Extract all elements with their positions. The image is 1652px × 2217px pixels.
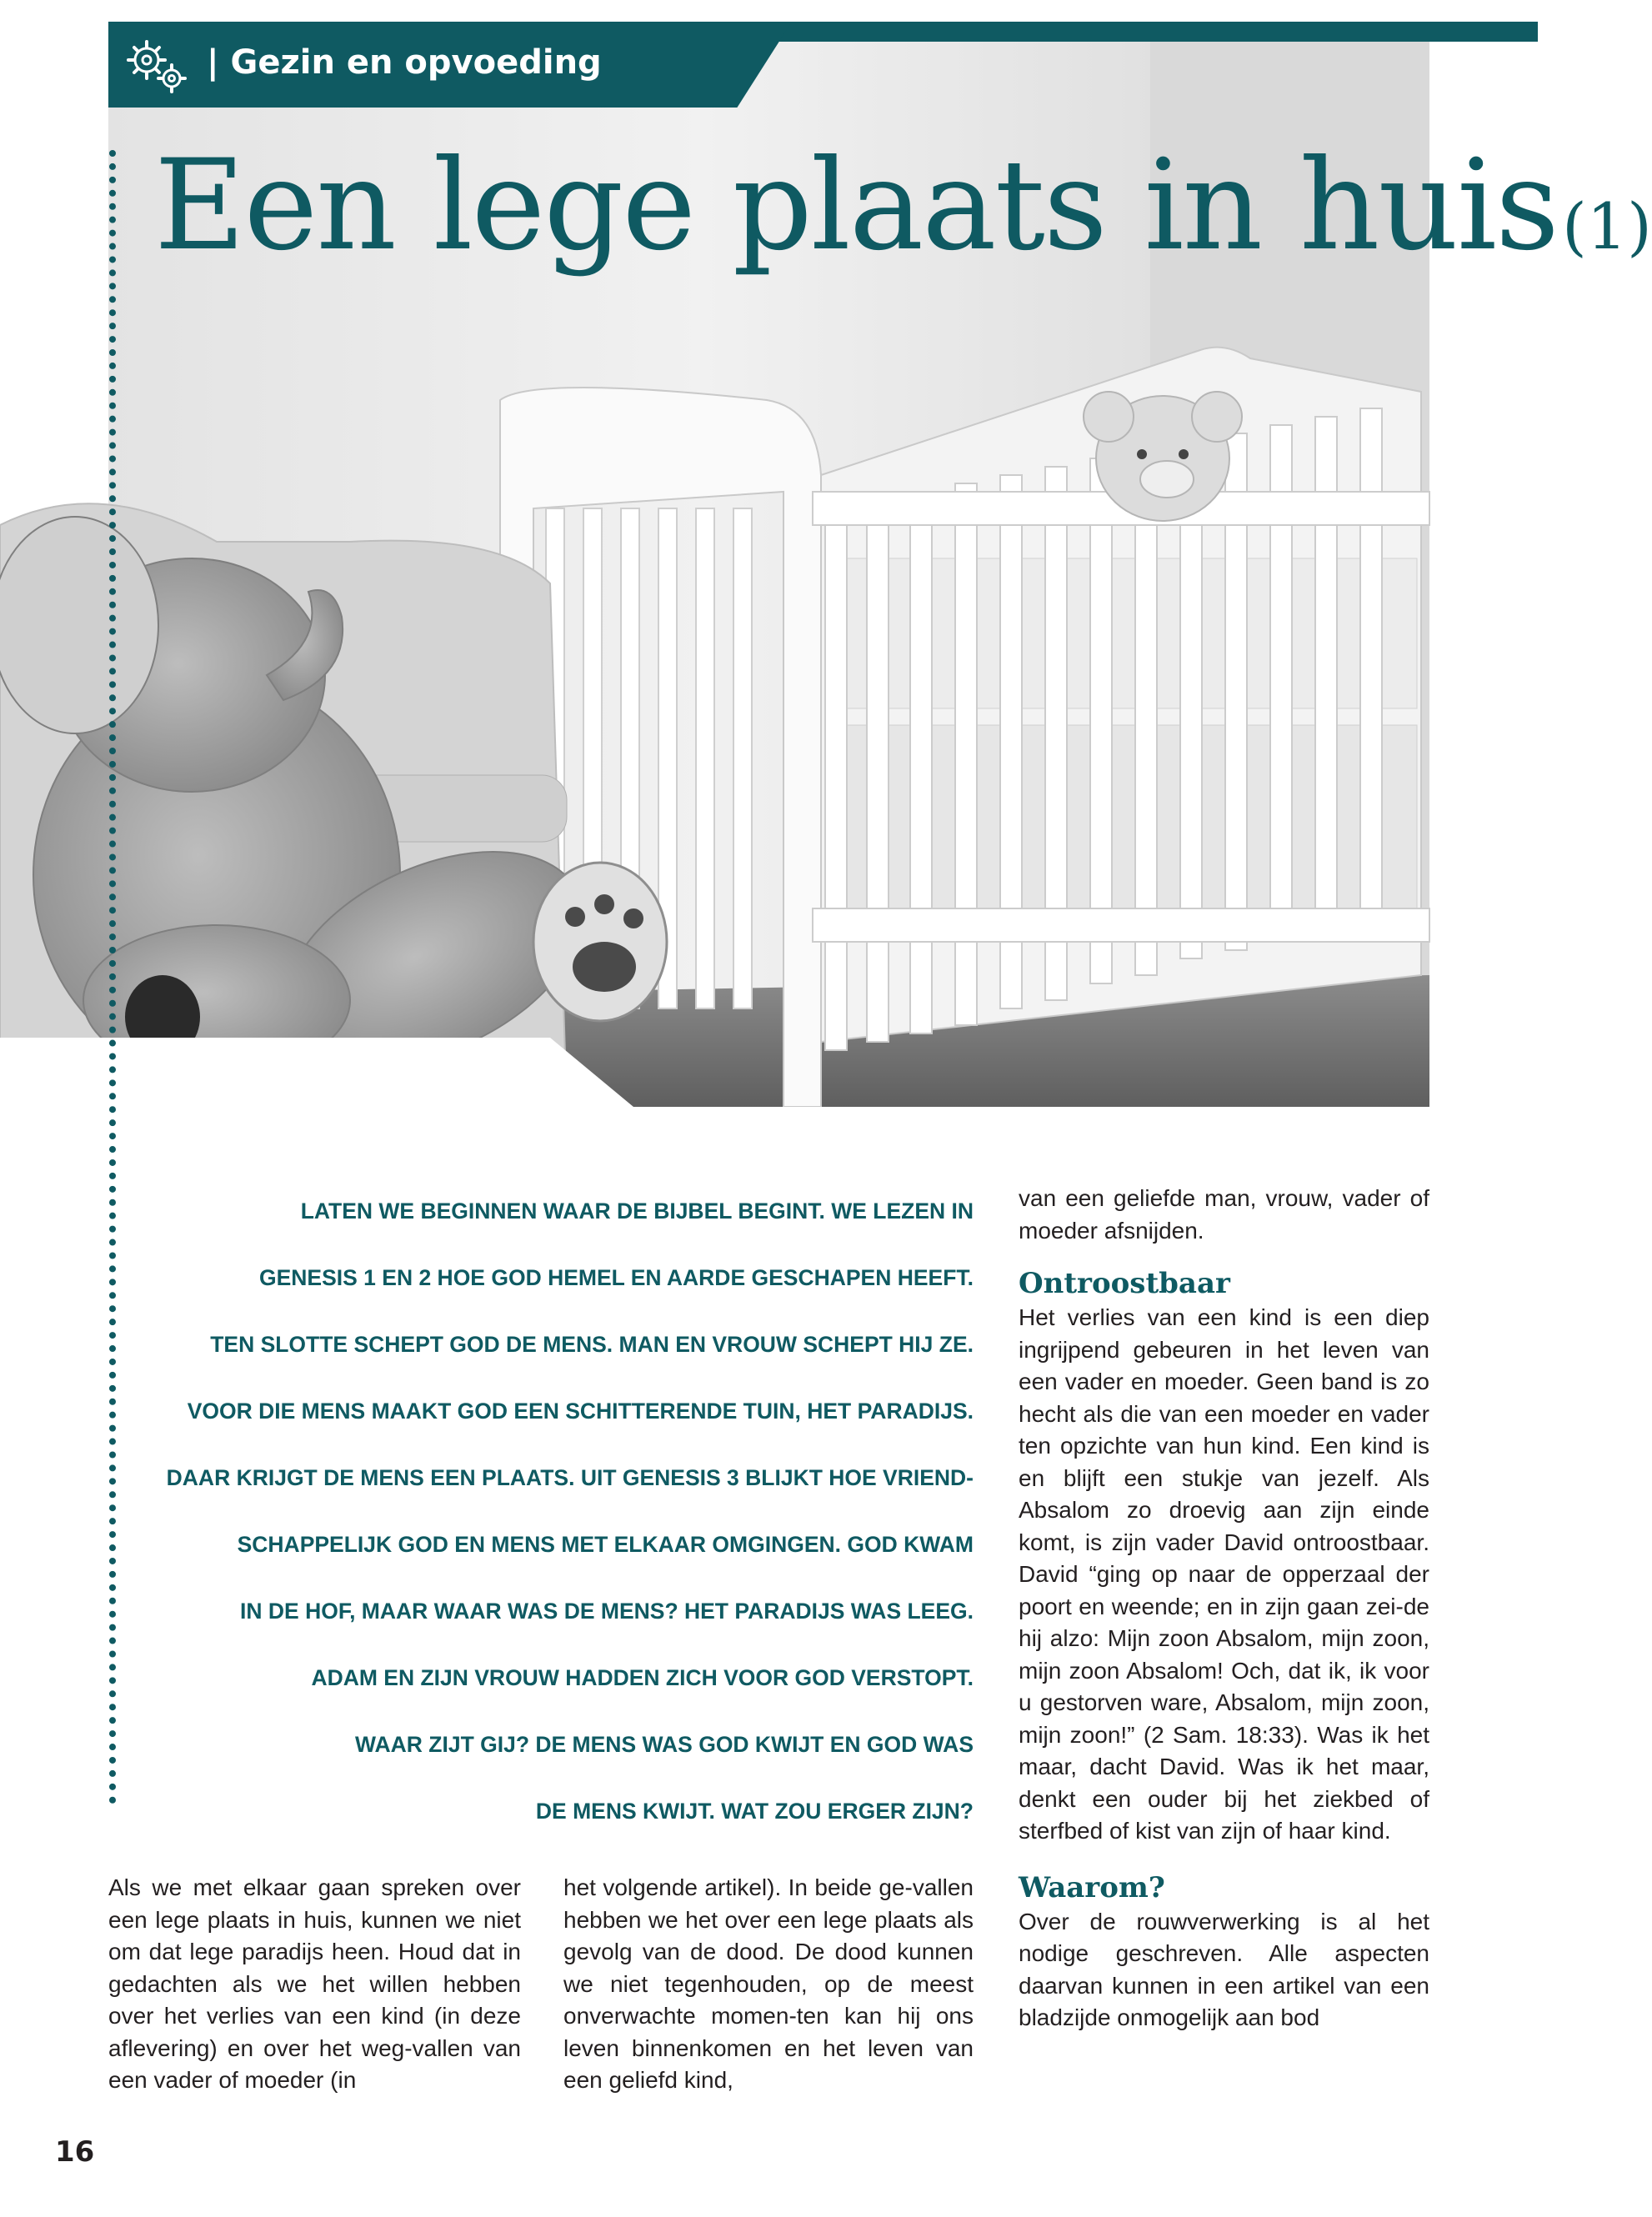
body-column-3 [1019,1183,1429,2034]
intro-text [142,1178,974,1844]
body-column-2 [563,1872,974,2097]
subheading-ontroostbaar: Ontroostbaar [1019,1267,1230,1300]
intro-line: LATEN WE BEGINNEN WAAR DE BIJBEL BEGINT. WE LEZEN IN [300,1199,974,1224]
intro-line: SCHAPPELIJK GOD EN MENS MET ELKAAR OMGINGEN. GOD KWAM [237,1532,974,1557]
intro-line: WAAR ZIJT GIJ? DE MENS WAS GOD KWIJT EN GOD WAS [354,1732,974,1757]
paragraph: Het verlies van een kind is een diep ingrijpend gebeuren in het leven van een vader en moeder. Geen band is zo hecht als die van een moeder en vader ten opzichte van hun kind. Een kind is en blijft een stukje van jezelf. Als Absalom zo droevig aan zijn einde komt, is zijn vader David ontroostbaar. David “ging op naar de opperzaal der poort en weende; en in zijn gaan zei-de hij alzo: Mijn zoon Absalom, mijn zoon, mijn zoon Absalom! Och, dat ik, ik voor u gestorven ware, Absalom, mijn zoon, mijn zoon!” (2 Sam. 18:33). Was ik het maar, dacht David. Was ik het maar, denkt een ouder bij het ziekbed of sterfbed of kist van zijn of haar kind. [1019,1304,1429,1844]
intro-line: TEN SLOTTE SCHEPT GOD DE MENS. MAN EN VROUW SCHEPT HIJ ZE. [210,1332,974,1357]
intro-line: IN DE HOF, MAAR WAAR WAS DE MENS? HET PARADIJS WAS LEEG. [240,1599,974,1624]
photo-edge [0,1025,1429,1117]
subheading-waarom: Waarom? [1019,1870,1165,1904]
paragraph: van een geliefde man, vrouw, vader of moeder afsnijden. [1019,1185,1429,1244]
intro-line: DE MENS KWIJT. WAT ZOU ERGER ZIJN? [535,1799,974,1824]
gears-icon [123,37,190,97]
article-title [154,133,1652,278]
intro-line: DAAR KRIJGT DE MENS EEN PLAATS. UIT GENESIS 3 BLIJKT HOE VRIEND- [166,1465,974,1490]
body-column-1 [108,1872,521,2097]
paragraph: het volgende artikel). In beide ge-vallen hebben we het over een lege plaats als gevolg van de dood. De dood kunnen we niet tegenhouden, op de meest onverwachte momen-ten kan hij ons leven binnenkomen en het leven van een geliefd kind, [563,1874,974,2093]
section-label: | Gezin en opvoeding [207,43,602,82]
title-part: (1) [1562,189,1652,263]
intro-line: VOOR DIE MENS MAAKT GOD EEN SCHITTERENDE TUIN, HET PARADIJS. [187,1399,974,1424]
title-main: Een lege plaats in huis [154,133,1558,278]
dotted-rule [109,150,116,1804]
paragraph: Over de rouwverwerking is al het nodige geschreven. Alle aspecten daarvan kunnen in een artikel van een bladzijde onmogelijk aan bod [1019,1908,1429,2030]
intro-line: ADAM EN ZIJN VROUW HADDEN ZICH VOOR GOD VERSTOPT. [311,1665,974,1690]
page-number: 16 [55,2135,95,2169]
paragraph: Als we met elkaar gaan spreken over een lege plaats in huis, kunnen we niet om dat lege paradijs heen. Houd dat in gedachten als we het willen hebben over het verlies van een kind (in deze aflevering) en over het weg-vallen van een vader of moeder (in [108,1874,521,2093]
intro-line: GENESIS 1 EN 2 HOE GOD HEMEL EN AARDE GESCHAPEN HEEFT. [259,1265,974,1290]
